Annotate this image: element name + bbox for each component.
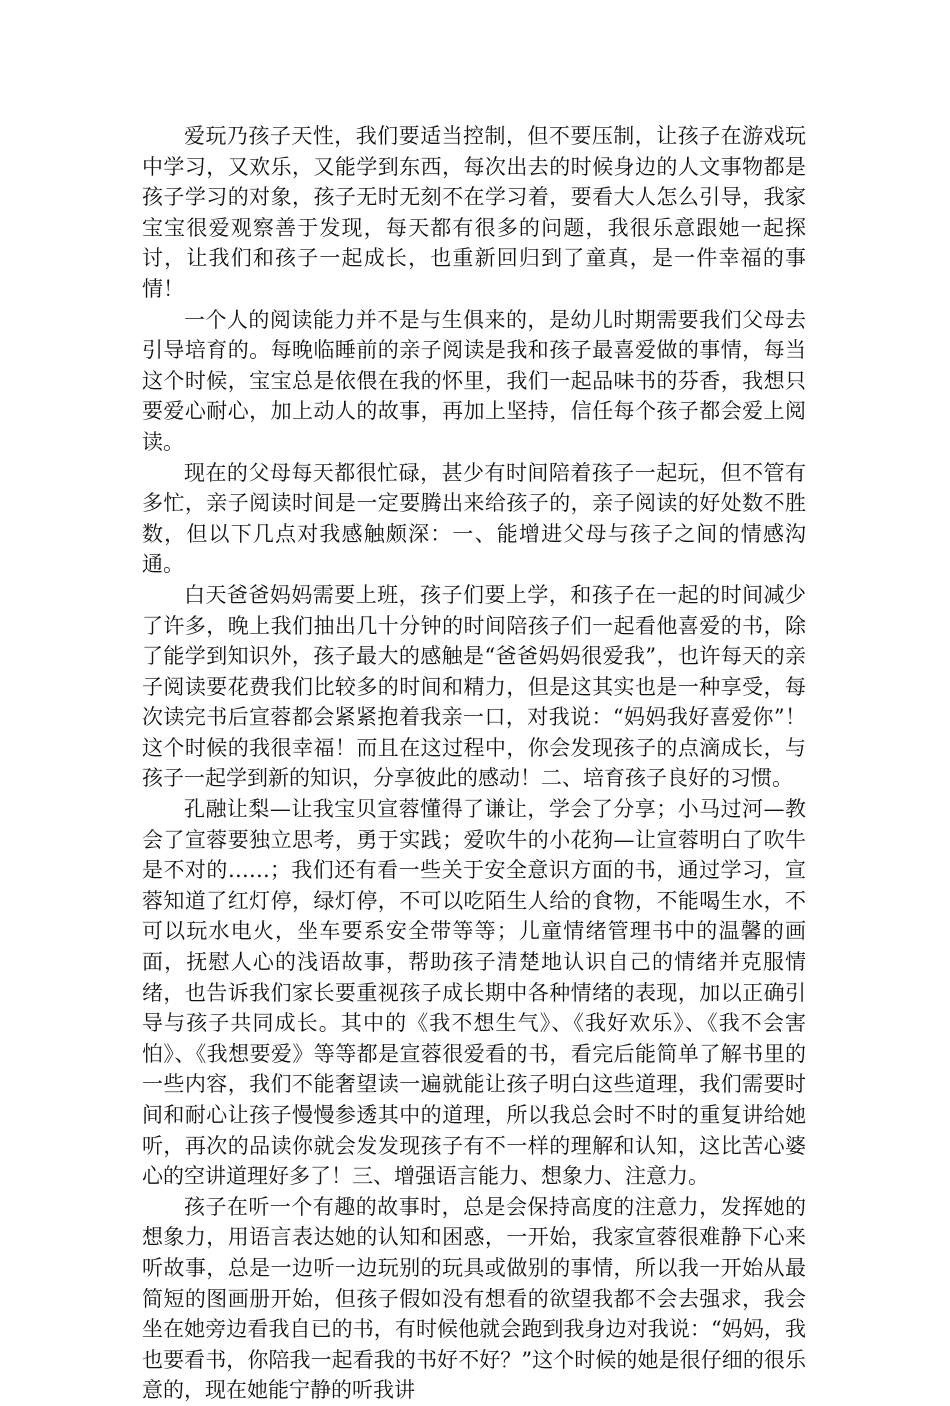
document-body [142,121,806,1406]
paragraph-3: 现在的父母每天都很忙碌，甚少有时间陪着孩子一起玩，但不管有多忙，亲子阅读时间是一定要腾出来给孩子的，亲子阅读的好处数不胜数，但以下几点对我感触颇深：一、能增进父母与孩子之间的情感沟通。 [142,460,806,577]
paragraph-2: 一个人的阅读能力并不是与生俱来的，是幼儿时期需要我们父母去引导培育的。每晚临睡前的亲子阅读是我和孩子最喜爱做的事情，每当这个时候，宝宝总是依偎在我的怀里，我们一起品味书的芬香，我想只要爱心耐心，加上动人的故事，再加上坚持，信任每个孩子都会爱上阅读。 [142,307,806,454]
paragraph-6: 孩子在听一个有趣的故事时，总是会保持高度的注意力，发挥她的想象力，用语言表达她的认知和困惑，一开始，我家宣蓉很难静下心来听故事，总是一边听一边玩别的玩具或做别的事情，所以我一开始从最简短的图画册开始，但孩子假如没有想看的欲望我都不会去强求，我会坐在她旁边看我自已的书，有时候他就会跑到我身边对我说：“妈妈，我也要看书，你陪我一起看我的书好不好？”这个时候的她是很仔细的很乐意的，现在她能宁静的听我讲 [142,1194,806,1403]
paragraph-1: 爱玩乃孩子天性，我们要适当控制，但不要压制，让孩子在游戏玩中学习，又欢乐，又能学到东西，每次出去的时候身边的人文事物都是孩子学习的对象，孩子无时无刻不在学习着，要看大人怎么引导，我家宝宝很爱观察善于发现，每天都有很多的问题，我很乐意跟她一起探讨，让我们和孩子一起成长，也重新回归到了童真，是一件幸福的事情！ [142,124,806,301]
paragraph-5: 孔融让梨—让我宝贝宣蓉懂得了谦让，学会了分享；小马过河—教会了宣蓉要独立思考，勇于实践；爱吹牛的小花狗—让宣蓉明白了吹牛是不对的……；我们还有看一些关于安全意识方面的书，通过学习，宣蓉知道了红灯停，绿灯停，不可以吃陌生人给的食物，不能喝生水，不可以玩水电火，坐车要系安全带等等；儿童情绪管理书中的温馨的画面，抚慰人心的浅语故事，帮助孩子清楚地认识自己的情绪并克服情绪，也告诉我们家长要重视孩子成长期中各种情绪的表现，加以正确引导与孩子共同成长。其中的《我不想生气》、《我好欢乐》、《我不会害怕》、《我想要爱》等等都是宣蓉很爱看的书，看完后能简单了解书里的一些内容，我们不能奢望读一遍就能让孩子明白这些道理，我们需要时间和耐心让孩子慢慢参透其中的道理，所以我总会时不时的重复讲给她听，再次的品读你就会发发现孩子有不一样的理解和认知，这比苦心婆心的空讲道理好多了！三、增强语言能力、想象力、注意力。 [142,797,806,1189]
paragraph-4: 白天爸爸妈妈需要上班，孩子们要上学，和孩子在一起的时间减少了许多，晚上我们抽出几十分钟的时间陪孩子们一起看他喜爱的书，除了能学到知识外，孩子最大的感触是“爸爸妈妈很爱我”，也许每天的亲子阅读要花费我们比较多的时间和精力，但是这其实也是一种享受，每次读完书后宣蓉都会紧紧抱着我亲一口，对我说：“妈妈我好喜爱你”！这个时候的我很幸福！而且在这过程中，你会发现孩子的点滴成长，与孩子一起学到新的知识，分享彼此的感动！二、培育孩子良好的习惯。 [142,582,806,791]
